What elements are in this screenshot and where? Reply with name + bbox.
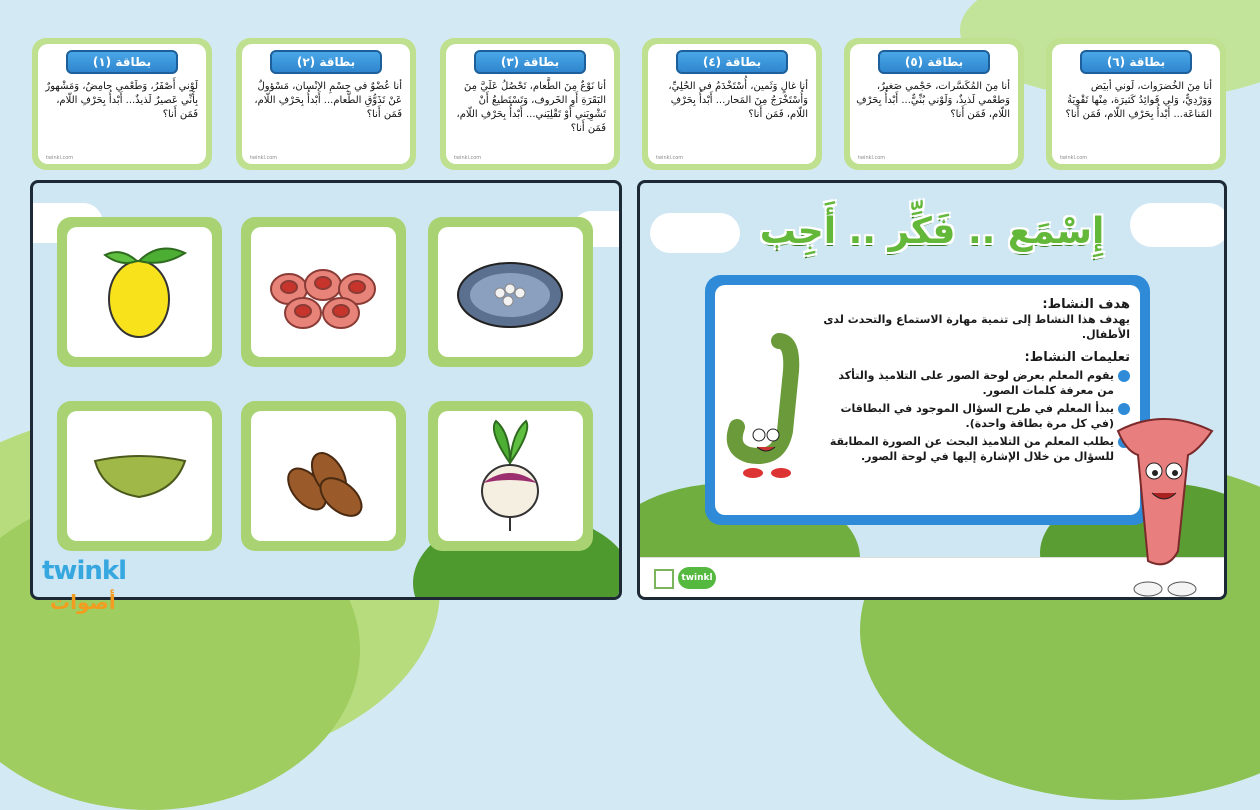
qr-code-icon — [654, 569, 674, 589]
strip-logo: twinkl — [678, 567, 716, 589]
card-title: بطاقة (٥) — [878, 50, 990, 74]
card-title: بطاقة (٢) — [270, 50, 382, 74]
instruction-text: يقوم المعلم بعرض لوحة الصور على التلاميذ والتأكد من معرفة كلمات الصور. — [838, 369, 1114, 397]
card-title: بطاقة (٤) — [676, 50, 788, 74]
bullet-icon — [1118, 370, 1130, 382]
picture-board — [30, 180, 622, 600]
goal-text: يهدف هذا النشاط إلى تنمية مهارة الاستماع والتحدث لدى الأطفال. — [823, 313, 1130, 341]
instructions-panel — [637, 180, 1227, 600]
card-footer: twinkl.com — [656, 155, 684, 161]
tongue-picture[interactable] — [57, 401, 222, 551]
instruction-text: يطلب المعلم من التلاميذ البحث عن الصورة المطابقة للسؤال من خلال الإشارة إليها في لوحة الصور. — [829, 435, 1114, 463]
mouth-icon — [67, 411, 212, 541]
question-card-6 — [1046, 38, 1226, 170]
instruction-text: يبدأ المعلم في طرح السؤال الموجود في البطاقات (في كل مرة بطاقة واحدة). — [840, 402, 1114, 430]
letter-lam-mascot-icon — [719, 331, 819, 481]
tongue-mascot-icon — [1108, 411, 1218, 600]
info-frame — [705, 275, 1150, 525]
turnip-icon — [438, 411, 583, 541]
card-footer: twinkl.com — [46, 155, 74, 161]
almond-icon — [251, 411, 396, 541]
instructions-title: تعليمات النشاط: — [1024, 350, 1130, 365]
question-card-1 — [32, 38, 212, 170]
almonds-picture[interactable] — [241, 401, 406, 551]
card-title: بطاقة (١) — [66, 50, 178, 74]
pearl-oyster-picture[interactable] — [428, 217, 593, 367]
info-text — [820, 293, 1130, 464]
instruction-item — [820, 368, 1130, 398]
card-text: أنا مِنَ الخُضرَوات، لَوني أبيَض وَوَرْدِيٌّ، وَلي فَوائِدُ كَثيرَة، مِنْها تَقْوِيَةُ المَناعَة... أَبْدأُ بِحَرْفِ اللّام، فَمَن أَنا؟ — [1065, 81, 1212, 120]
turnip-picture[interactable] — [428, 401, 593, 551]
card-text: أنا مِنَ المُكَسَّرات، حَجْمي صَغيرٌ، وَطعْمي لَذيذٌ، وَلَوْني بُنِّيٌّ... أَبْدأُ بِحَرْفِ اللّام، فَمَن أَنا؟ — [856, 81, 1010, 120]
card-footer: twinkl.com — [250, 155, 278, 161]
question-card-4 — [642, 38, 822, 170]
question-card-2 — [236, 38, 416, 170]
goal-title: هدف النشاط: — [1042, 297, 1130, 312]
card-title: بطاقة (٣) — [474, 50, 586, 74]
page-title: إِسْمَع .. فَكِّر .. أَجِب — [759, 211, 1105, 252]
instruction-item — [820, 434, 1130, 464]
meat-picture[interactable] — [241, 217, 406, 367]
card-footer: twinkl.com — [1060, 155, 1088, 161]
brand-logo: twinkl — [42, 556, 127, 586]
card-footer: twinkl.com — [858, 155, 886, 161]
oyster-icon — [438, 227, 583, 357]
cloud — [650, 213, 740, 253]
cloud — [1130, 203, 1227, 247]
question-card-3 — [440, 38, 620, 170]
card-title: بطاقة (٦) — [1080, 50, 1192, 74]
question-card-5 — [844, 38, 1024, 170]
card-text: أنا عُضْوٌ في جِسْمِ الإنْسان، مَسْؤولٌ عَنْ تَذَوُّقِ الطَّعام... أَبْدأُ بِحَرْفِ اللّام، فَمَن أَنا؟ — [254, 81, 402, 120]
lemon-picture[interactable] — [57, 217, 222, 367]
card-text: أنا نَوْعٌ مِنَ الطَّعام، تَحْصُلُ عَلَيَّ مِنَ البَقَرَةِ أَوِ الخَروف، وَتَسْتَطيعُ أَنْ تَشْوِيَني أَوْ تَقْلِيَني... أَبْدأُ بِحَرْفِ اللّام، فَمَن أَنا؟ — [456, 81, 606, 134]
brand-subtitle: أصوات — [50, 590, 116, 614]
instruction-item — [820, 401, 1130, 431]
card-text: أنا غالٍ وَثَمين، أُسْتَخْدَمُ في الحُلِيِّ، وَأُسْتَخْرَجُ مِنَ المَحار... أَبْدأُ بِحَرْفِ اللّام، فَمَن أَنا؟ — [668, 81, 808, 120]
card-footer: twinkl.com — [454, 155, 482, 161]
lemon-icon — [67, 227, 212, 357]
meat-icon — [251, 227, 396, 357]
card-text: لَوْني أَصْفَرُ، وَطَعْمي حامِضٌ، وَمَشْهورٌ بِأَنِّي عَصيرٌ لَذيذٌ... أَبْدأُ بِحَرْفِ اللّام، فَمَن أَنا؟ — [45, 81, 198, 120]
